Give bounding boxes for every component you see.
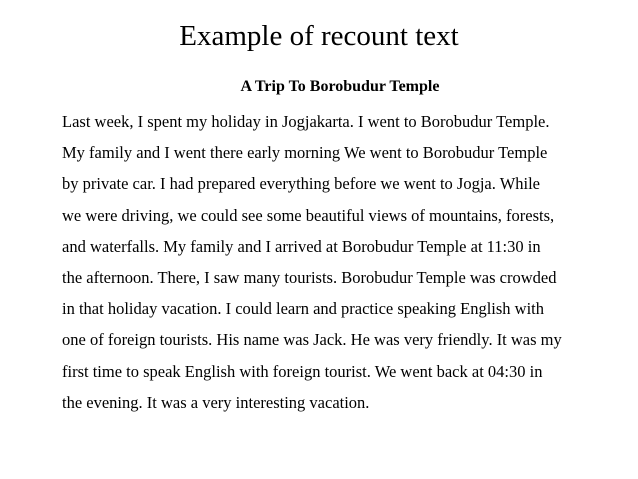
story-line: one of foreign tourists. His name was Jack. He was very friendly. It was my bbox=[62, 330, 562, 350]
story-title: A Trip To Borobudur Temple bbox=[240, 78, 440, 95]
story-line: the afternoon. There, I saw many tourists. Borobudur Temple was crowded bbox=[62, 268, 557, 288]
story-line: first time to speak English with foreign tourist. We went back at 04:30 in bbox=[62, 361, 543, 381]
story-line: the evening. It was a very interesting vacation. bbox=[62, 392, 370, 412]
story-line: Last week, I spent my holiday in Jogjakarta. I went to Borobudur Temple. bbox=[62, 112, 550, 131]
story-line: My family and I went there early morning We went to Borobudur Temple bbox=[62, 143, 548, 163]
story-line: in that holiday vacation. I could learn and practice speaking English with bbox=[62, 299, 545, 319]
story-body bbox=[62, 106, 632, 418]
page-title: Example of recount text bbox=[179, 20, 459, 52]
story-line: and waterfalls. My family and I arrived at Borobudur Temple at 11:30 in bbox=[62, 236, 541, 256]
story-line: by private car. I had prepared everything before we went to Jogja. While bbox=[62, 174, 541, 194]
story-line: we were driving, we could see some beautiful views of mountains, forests, bbox=[62, 205, 555, 225]
